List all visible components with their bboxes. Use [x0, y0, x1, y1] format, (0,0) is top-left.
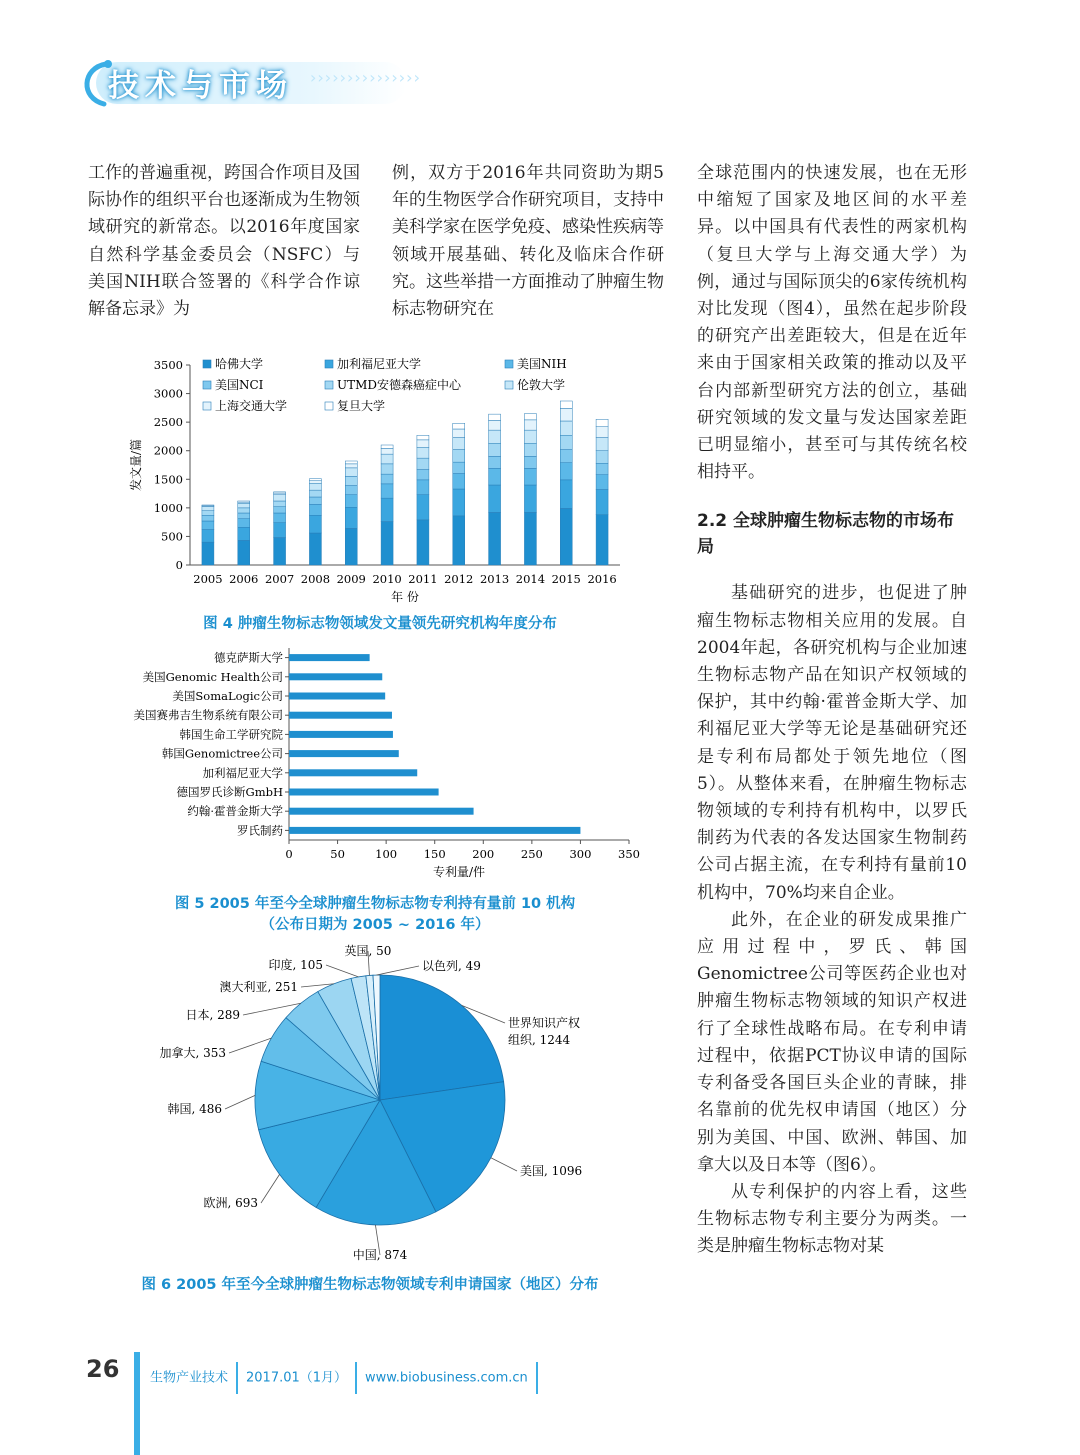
slice-label: 印度, 105	[268, 958, 323, 972]
bar	[289, 673, 382, 680]
figure-5-caption-line1: 图 5 2005 年至今全球肿瘤生物标志物专利持有量前 10 机构	[174, 896, 576, 912]
y-tick-label: 2000	[153, 443, 183, 458]
bar-segment	[309, 533, 321, 565]
body-paragraph: 全球范围内的快速发展，也在无形中缩短了国家及地区间的水平差异。以中国具有代表性的两家机构（复旦大学与上海交通大学）为例，通过与国际顶尖的6家传统机构对比发现（图4），虽然在起步阶段的研究产出差距较大，但是在近年来由于国家相关政策的推动以及平台内部新型研究方法的创立，基础研究领域的发文量与发达国家差距已明显缩小，甚至可与其传统名校相持平。	[697, 163, 967, 483]
bar-segment	[381, 498, 393, 521]
x-tick-label: 2008	[300, 572, 331, 586]
legend-label: 复旦大学	[337, 399, 386, 413]
bar-segment	[345, 528, 357, 565]
x-tick-label: 300	[569, 847, 592, 861]
bar-segment	[489, 420, 501, 430]
x-tick-label: 150	[423, 847, 446, 861]
y-tick-label: 美国SomaLogic公司	[172, 689, 283, 703]
bar-segment	[238, 527, 250, 540]
y-tick-label: 0	[175, 558, 183, 572]
bar-segment	[345, 486, 357, 495]
bar-segment	[274, 513, 286, 523]
bar-segment	[417, 520, 429, 565]
bar-segment	[524, 485, 536, 512]
section-banner	[78, 54, 421, 112]
bar-segment	[345, 468, 357, 477]
y-tick-label: 1500	[153, 472, 183, 487]
x-tick-label: 2006	[229, 572, 259, 586]
x-tick-label: 200	[472, 847, 495, 861]
bar-segment	[453, 516, 465, 565]
x-tick-label: 2009	[336, 572, 366, 586]
x-tick-label: 2013	[479, 572, 510, 586]
y-tick-label: 韩国生命工学研究院	[179, 727, 283, 742]
x-tick-label: 250	[520, 847, 543, 861]
bar-segment	[489, 512, 501, 565]
bar-segment	[381, 474, 393, 484]
column-1	[88, 160, 360, 323]
legend-label: 哈佛大学	[215, 357, 264, 371]
figure-4-stacked-bar-chart	[120, 350, 645, 610]
bar-segment	[345, 464, 357, 468]
slice-label: 以色列, 49	[422, 959, 481, 973]
bar	[289, 808, 474, 815]
bar-segment	[202, 521, 214, 530]
pie-slice	[380, 975, 504, 1100]
bar-segment	[560, 508, 572, 565]
bar-segment	[453, 462, 465, 473]
bar-segment	[309, 515, 321, 533]
figure-4-caption: 图 4 肿瘤生物标志物领域发文量领先研究机构年度分布	[203, 616, 557, 632]
bar-segment	[202, 511, 214, 516]
section-title: 技术与市场	[108, 68, 293, 104]
bar-segment	[309, 479, 321, 481]
bar-segment	[560, 463, 572, 480]
bar-segment	[238, 508, 250, 513]
bar-segment	[345, 461, 357, 464]
bar-segment	[453, 423, 465, 429]
bar-segment	[274, 507, 286, 513]
leader-line	[261, 1174, 280, 1203]
bar-segment	[345, 495, 357, 508]
x-tick-label: 350	[618, 847, 640, 861]
bar-segment	[489, 443, 501, 456]
bar-segment	[417, 447, 429, 458]
legend-label: 伦敦大学	[517, 378, 566, 392]
bar-segment	[345, 476, 357, 485]
bar-segment	[274, 501, 286, 507]
bar-segment	[417, 495, 429, 520]
bar-segment	[417, 440, 429, 447]
bar-segment	[560, 450, 572, 463]
bar-segment	[238, 519, 250, 528]
bar	[289, 693, 385, 700]
legend-swatch	[203, 381, 211, 389]
leader-line	[491, 1158, 517, 1171]
bar-segment	[381, 445, 393, 448]
body-text: 工作的普遍重视，跨国合作项目及国际协作的组织平台也逐渐成为生物领域研究的新常态。以2016年度国家自然科学基金委员会（NSFC）与美国NIH联合签署的《科学合作谅解备忘录》为	[88, 163, 360, 320]
bar-segment	[417, 480, 429, 495]
leader-line	[225, 1095, 255, 1109]
x-tick-label: 2015	[551, 572, 581, 586]
bar	[289, 827, 580, 834]
footer-accent-bar	[134, 1352, 140, 1455]
bar-segment	[489, 414, 501, 420]
bar	[289, 789, 439, 796]
y-tick-label: 韩国Genomictree公司	[161, 746, 283, 761]
footer-info	[150, 1362, 546, 1394]
bar-segment	[309, 497, 321, 504]
legend-swatch	[325, 360, 333, 368]
x-tick-label: 0	[285, 847, 293, 861]
bar-segment	[381, 454, 393, 464]
x-tick-label: 50	[330, 847, 345, 861]
bar-segment	[596, 463, 608, 474]
bar-segment	[417, 470, 429, 480]
legend-swatch	[325, 381, 333, 389]
section-heading: 2.2 全球肿瘤生物标志物的市场布局	[697, 511, 955, 558]
legend-swatch	[203, 402, 211, 410]
banner-arrows: ›››››››››››››››	[310, 68, 421, 87]
bar-segment	[202, 505, 214, 506]
body-paragraph: 基础研究的进步，也促进了肿瘤生物标志物相关应用的发展。自2004年起，各研究机构与企业加速生物标志物产品在知识产权领域的保护，其中约翰·霍普金斯大学、加利福尼亚大学等无论是基础研究还是专利布局都处于领先地位（图5）。从整体来看，在肿瘤生物标志物领域的专利持有机构中，以罗氏制药为代表的各发达国家生物制药公司占据主流，在专利持有量前10机构中，70%均来自企业。	[697, 583, 967, 903]
figure-6-caption: 图 6 2005 年至今全球肿瘤生物标志物领域专利申请国家（地区）分布	[141, 1277, 599, 1293]
bar	[289, 712, 392, 719]
bar-segment	[238, 503, 250, 508]
bar-segment	[453, 429, 465, 438]
slice-label: 欧洲, 693	[203, 1196, 258, 1210]
bar-segment	[489, 456, 501, 468]
bar-segment	[238, 540, 250, 565]
y-tick-label: 罗氏制药	[237, 823, 283, 838]
figure-5-horizontal-bar-chart	[100, 642, 650, 882]
journal-url[interactable]: www.biobusiness.com.cn	[365, 1370, 528, 1386]
x-tick-label: 2014	[515, 572, 546, 586]
bar-segment	[524, 468, 536, 485]
slice-label: 中国, 874	[352, 1248, 408, 1262]
bar-segment	[274, 523, 286, 538]
bar-segment	[453, 474, 465, 489]
legend-swatch	[325, 402, 333, 410]
bar-segment	[489, 430, 501, 443]
slice-label: 澳大利亚, 251	[219, 980, 298, 994]
bar	[289, 654, 370, 661]
bar-segment	[274, 538, 286, 565]
bar-segment	[381, 522, 393, 565]
slice-label: 英国, 50	[344, 944, 392, 958]
bar	[289, 750, 399, 757]
y-tick-label: 美国赛弗吉生物系统有限公司	[133, 708, 283, 723]
legend-label: UTMD安德森癌症中心	[337, 378, 462, 392]
legend-label: 美国NIH	[517, 357, 567, 371]
bar-segment	[202, 542, 214, 565]
bar-segment	[489, 468, 501, 485]
bar-segment	[560, 480, 572, 509]
bar-segment	[417, 435, 429, 440]
bar-segment	[524, 512, 536, 565]
legend-label: 加利福尼亚大学	[337, 357, 422, 371]
y-tick-label: 加利福尼亚大学	[202, 765, 283, 780]
bar-segment	[596, 451, 608, 464]
bar-segment	[309, 483, 321, 490]
slice-label: 加拿大, 353	[159, 1046, 226, 1060]
column-2	[392, 160, 664, 323]
x-tick-label: 2005	[193, 572, 223, 586]
y-tick-label: 约翰·霍普金斯大学	[187, 804, 283, 819]
bar-segment	[309, 490, 321, 497]
figure-5-caption-line2: （公布日期为 2005 ~ 2016 年）	[260, 917, 490, 933]
x-tick-label: 2010	[372, 572, 402, 586]
bar-segment	[524, 430, 536, 443]
x-axis-label: 年 份	[391, 590, 419, 604]
slice-label: 韩国, 486	[167, 1102, 222, 1116]
bar-segment	[596, 427, 608, 438]
bar-segment	[381, 448, 393, 454]
bar-segment	[453, 489, 465, 516]
bar-segment	[524, 443, 536, 456]
bar-segment	[309, 504, 321, 515]
bar-segment	[238, 501, 250, 502]
bar-segment	[381, 484, 393, 498]
x-axis-label: 专利量/件	[432, 865, 486, 879]
bar-segment	[202, 515, 214, 521]
x-tick-label: 2016	[587, 572, 617, 586]
bar-segment	[238, 513, 250, 519]
y-tick-label: 美国Genomic Health公司	[142, 669, 283, 684]
y-tick-label: 德克萨斯大学	[214, 650, 283, 665]
x-tick-label: 100	[375, 847, 398, 861]
bar-segment	[560, 408, 572, 421]
body-text: 例，双方于2016年共同资助为期5年的生物医学合作研究项目，支持中美科学家在医学免疫、感染性疾病等领域开展基础、转化及临床合作研究。这些举措一方面推动了肿瘤生物标志物研究在	[392, 163, 664, 320]
issue-label: 2017.01（1月）	[246, 1370, 348, 1386]
body-paragraph: 此外，在企业的研发成果推广应用过程中，罗氏、韩国Genomictree公司等医药企业也对肿瘤生物标志物领域的知识产权进行了全球性战略布局。在专利申请过程中，依据PCT协议申请的国际专利备受各国巨头企业的青睐，排名靠前的优先权申请国（地区）分别为美国、中国、欧洲、韩国、加拿大以及日本等（图6）。	[697, 909, 967, 1175]
y-tick-label: 德国罗氏诊断GmbH	[176, 785, 283, 799]
x-tick-label: 2007	[264, 572, 295, 586]
bar-segment	[309, 481, 321, 484]
bar	[289, 769, 417, 776]
x-tick-label: 2011	[408, 572, 438, 586]
bar-segment	[596, 490, 608, 515]
bar-segment	[560, 421, 572, 435]
bar-segment	[560, 435, 572, 449]
bar-segment	[524, 414, 536, 420]
y-tick-label: 500	[161, 529, 183, 544]
x-tick-label: 2012	[444, 572, 474, 586]
y-axis-label: 发文量/篇	[129, 438, 143, 492]
legend-swatch	[505, 381, 513, 389]
bar-segment	[489, 485, 501, 512]
bar	[289, 731, 393, 738]
bar-segment	[274, 492, 286, 493]
bar-segment	[524, 420, 536, 430]
bar-segment	[596, 419, 608, 426]
legend-swatch	[505, 360, 513, 368]
bar-segment	[453, 438, 465, 450]
y-tick-label: 2500	[153, 415, 183, 430]
legend-swatch	[203, 360, 211, 368]
bar-segment	[596, 438, 608, 451]
y-tick-label: 1000	[153, 500, 183, 515]
y-tick-label: 3000	[153, 386, 183, 401]
leader-line	[376, 966, 419, 975]
bar-segment	[596, 475, 608, 490]
bar-segment	[381, 464, 393, 474]
bar-segment	[417, 458, 429, 469]
y-tick-label: 3500	[153, 358, 183, 372]
page-number: 26	[86, 1355, 120, 1383]
bar-segment	[596, 515, 608, 565]
slice-label: 日本, 289	[185, 1008, 240, 1022]
legend-label: 美国NCI	[215, 378, 264, 392]
slice-label: 美国, 1096	[520, 1164, 583, 1178]
leader-line	[326, 965, 358, 977]
bar-segment	[274, 493, 286, 495]
bar-segment	[345, 507, 357, 528]
bar-segment	[274, 495, 286, 501]
body-paragraph: 从专利保护的内容上看，这些生物标志物专利主要分为两类。一类是肿瘤生物标志物对某	[697, 1181, 967, 1257]
bar-segment	[453, 450, 465, 463]
slice-label: 世界知识产权组织, 1244	[508, 1016, 581, 1047]
legend-label: 上海交通大学	[215, 399, 288, 413]
bar-segment	[202, 507, 214, 511]
bar-segment	[524, 456, 536, 468]
bar-segment	[560, 401, 572, 408]
journal-name: 生物产业技术	[150, 1370, 229, 1386]
bar-segment	[202, 530, 214, 543]
column-3	[697, 160, 967, 1261]
figure-6-pie-chart	[140, 935, 640, 1270]
